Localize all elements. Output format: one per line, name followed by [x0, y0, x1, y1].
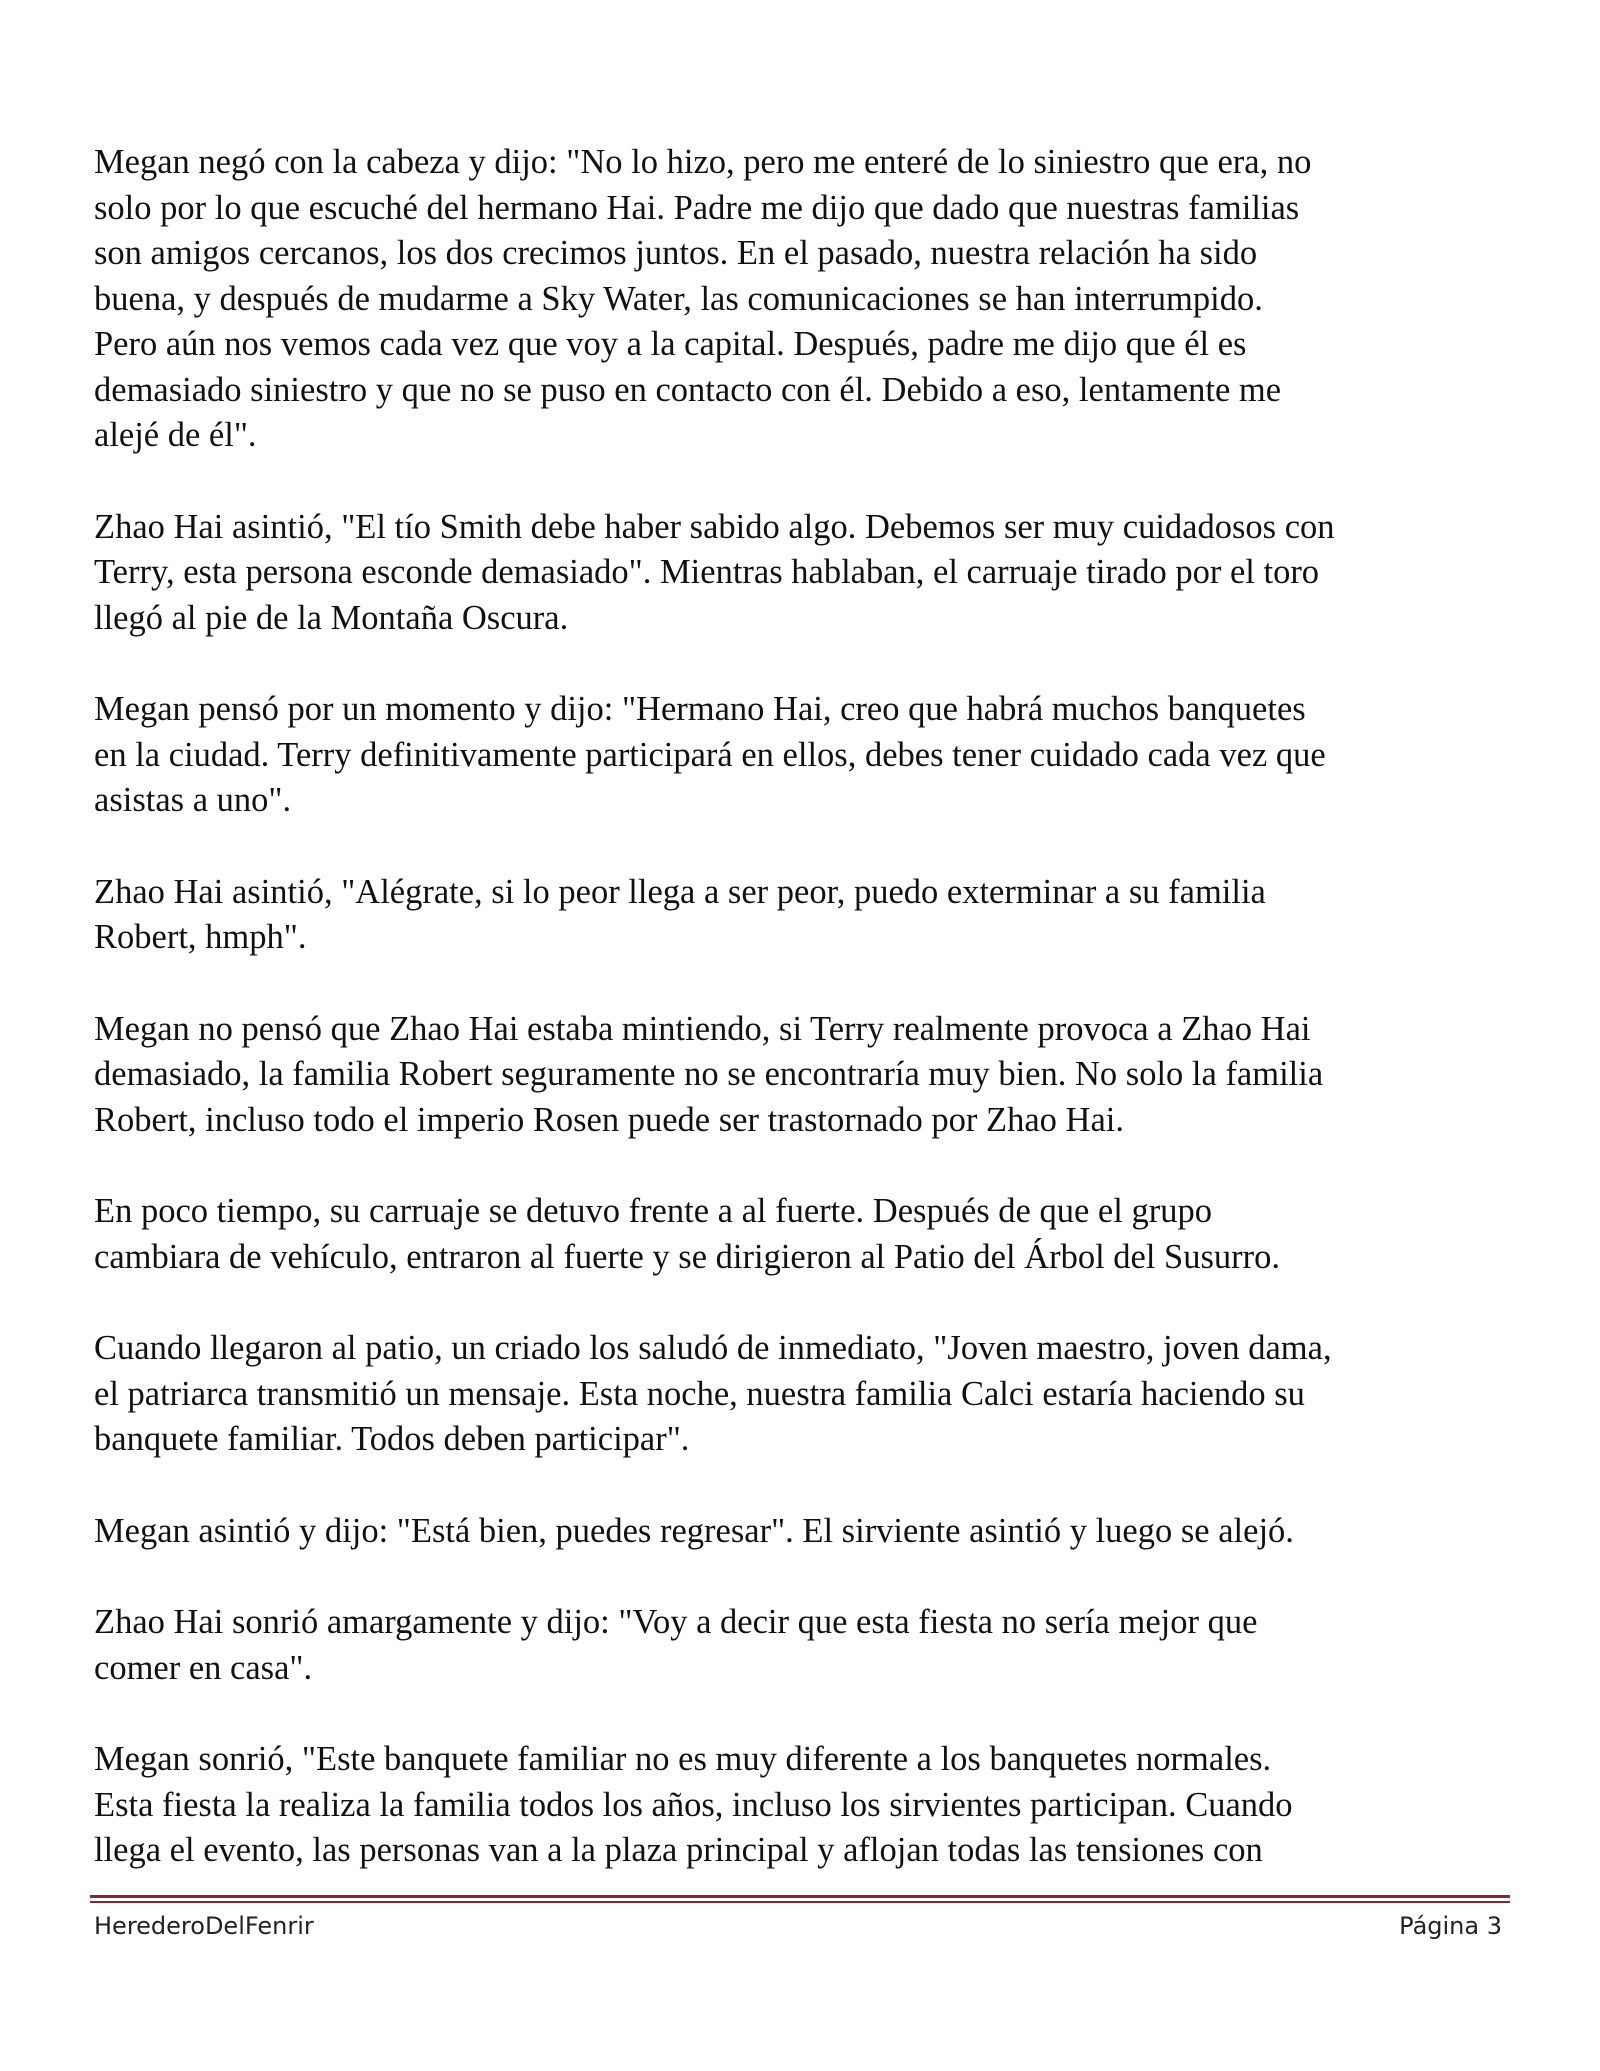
footer-divider-line-top — [90, 1895, 1510, 1898]
text-line: Terry, esta persona esconde demasiado". Mientras hablaban, el carruaje tirado por el toro — [94, 553, 1320, 591]
paragraph — [94, 1600, 1514, 1691]
footer-divider-line-bottom — [90, 1901, 1510, 1903]
paragraph — [94, 505, 1514, 642]
text-line: llega el evento, las personas van a la plaza principal y aflojan todas las tensiones con — [94, 1831, 1263, 1869]
text-line: Megan pensó por un momento y dijo: "Hermano Hai, creo que habrá muchos banquetes — [94, 690, 1306, 728]
text-line: Cuando llegaron al patio, un criado los saludó de inmediato, "Joven maestro, joven dama, — [94, 1329, 1332, 1367]
paragraph — [94, 1509, 1514, 1555]
text-line: cambiara de vehículo, entraron al fuerte y se dirigieron al Patio del Árbol del Susurro. — [94, 1237, 1281, 1276]
text-line: comer en casa". — [94, 1648, 313, 1687]
text-line: solo por lo que escuché del hermano Hai. Padre me dijo que dado que nuestras familias — [94, 188, 1300, 227]
text-line: asistas a uno". — [94, 781, 292, 819]
paragraph — [94, 687, 1514, 824]
paragraph — [94, 1737, 1514, 1874]
paragraph — [94, 1189, 1514, 1280]
text-line: Esta fiesta la realiza la familia todos los años, incluso los sirvientes participan. Cuando — [94, 1785, 1293, 1824]
text-line: demasiado siniestro y que no se puso en contacto con él. Debido a eso, lentamente me — [94, 370, 1282, 409]
paragraph — [94, 140, 1514, 459]
text-line: Megan sonrió, "Este banquete familiar no es muy diferente a los banquetes normales. — [94, 1740, 1272, 1778]
text-line: el patriarca transmitió un mensaje. Esta noche, nuestra familia Calci estaría haciendo su — [94, 1374, 1305, 1413]
text-line: Robert, hmph". — [94, 918, 307, 956]
text-line: Megan asintió y dijo: "Está bien, puedes regresar". El sirviente asintió y luego se alejó. — [94, 1511, 1294, 1550]
footer-page-number: Página 3 — [1399, 1912, 1502, 1940]
text-line: Zhao Hai asintió, "Alégrate, si lo peor llega a ser peor, puedo exterminar a su familia — [94, 872, 1266, 911]
text-line: Megan no pensó que Zhao Hai estaba mintiendo, si Terry realmente provoca a Zhao Hai — [94, 1009, 1311, 1048]
body-text — [94, 140, 1514, 1920]
text-line: llegó al pie de la Montaña Oscura. — [94, 598, 569, 637]
footer-divider — [90, 1895, 1510, 1906]
paragraph — [94, 870, 1514, 961]
text-line: Zhao Hai sonrió amargamente y dijo: "Voy a decir que esta fiesta no sería mejor que — [94, 1603, 1258, 1641]
text-line: banquete familiar. Todos deben participar". — [94, 1420, 690, 1458]
text-line: Megan negó con la cabeza y dijo: "No lo hizo, pero me enteré de lo siniestro que era, no — [94, 143, 1312, 181]
text-line: Zhao Hai asintió, "El tío Smith debe haber sabido algo. Debemos ser muy cuidadosos con — [94, 507, 1335, 546]
text-line: Pero aún nos vemos cada vez que voy a la capital. Después, padre me dijo que él es — [94, 325, 1247, 363]
footer-author: HerederoDelFenrir — [94, 1912, 314, 1940]
text-line: demasiado, la familia Robert seguramente no se encontraría muy bien. No solo la familia — [94, 1055, 1324, 1093]
text-line: alejé de él". — [94, 416, 257, 454]
text-line: En poco tiempo, su carruaje se detuvo frente a al fuerte. Después de que el grupo — [94, 1192, 1212, 1230]
paragraph — [94, 1326, 1514, 1463]
text-line: Robert, incluso todo el imperio Rosen puede ser trastornado por Zhao Hai. — [94, 1100, 1124, 1139]
paragraph — [94, 1007, 1514, 1144]
text-line: buena, y después de mudarme a Sky Water, las comunicaciones se han interrumpido. — [94, 279, 1263, 318]
text-line: en la ciudad. Terry definitivamente participará en ellos, debes tener cuidado cada vez que — [94, 735, 1326, 774]
text-line: son amigos cercanos, los dos crecimos juntos. En el pasado, nuestra relación ha sido — [94, 234, 1258, 272]
